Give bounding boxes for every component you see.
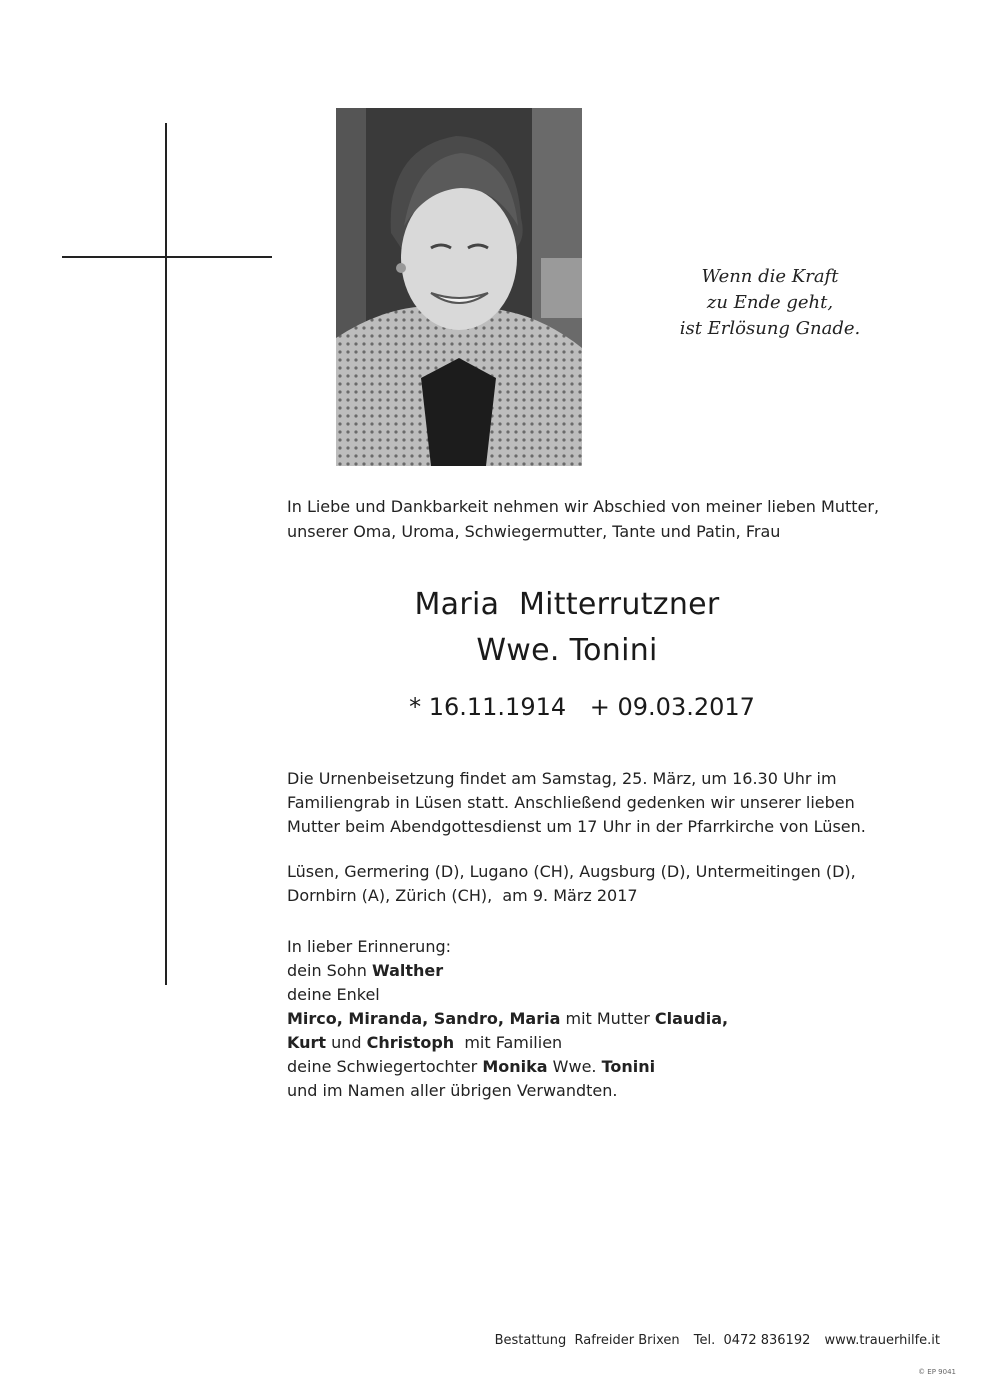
mourners-line <box>287 959 887 983</box>
intro-line: In Liebe und Dankbarkeit nehmen wir Abschied von meiner lieben Mutter, <box>287 497 880 516</box>
mourners-line <box>287 1007 887 1031</box>
places-and-date <box>287 860 947 908</box>
memorial-quote <box>620 264 920 342</box>
undertaker-footer <box>470 1332 940 1350</box>
ceremony-line: Mutter beim Abendgottesdienst um 17 Uhr in der Pfarrkirche von Lüsen. <box>287 817 866 836</box>
relation-text: Wwe. <box>547 1057 602 1076</box>
family-member-name: Walther <box>371 961 444 980</box>
family-member-name: Christoph <box>366 1033 455 1052</box>
relation-text: und <box>326 1033 367 1052</box>
mourners-heading: In lieber Erinnerung: <box>287 937 452 956</box>
undertaker-phone: Tel. 0472 836192 <box>693 1333 811 1348</box>
undertaker-website[interactable]: www.trauerhilfe.it <box>824 1333 940 1348</box>
ceremony-line: Die Urnenbeisetzung findet am Samstag, 25. März, um 16.30 Uhr im <box>287 769 837 788</box>
cross-horizontal-bar <box>62 256 272 258</box>
intro-line: unserer Oma, Uroma, Schwiegermutter, Tante und Patin, Frau <box>287 522 781 541</box>
portrait-illustration <box>336 108 582 466</box>
death-date: + 09.03.2017 <box>589 693 755 721</box>
portrait-photo <box>336 108 582 466</box>
quote-line: ist Erlösung Gnade. <box>679 318 861 339</box>
relation-text: mit Familien <box>454 1033 563 1052</box>
relation-text: deine Schwiegertochter <box>287 1057 483 1076</box>
mourners-line: deine Enkel <box>287 985 380 1004</box>
ceremony-announcement <box>287 767 947 839</box>
mourners-line <box>287 1031 887 1055</box>
mourners-line: und im Namen aller übrigen Verwandten. <box>287 1081 618 1100</box>
places-line: Dornbirn (A), Zürich (CH), am 9. März 2017 <box>287 886 638 905</box>
relation-text: dein Sohn <box>287 961 372 980</box>
mourners-list <box>287 935 887 1103</box>
family-member-name: Kurt <box>287 1033 327 1052</box>
mourners-line <box>287 1055 887 1079</box>
deceased-widow-of: Wwe. Tonini <box>476 633 658 668</box>
family-member-name: Mirco, Miranda, Sandro, Maria <box>287 1009 561 1028</box>
relation-text: mit Mutter <box>560 1009 655 1028</box>
deceased-name: Maria Mitterrutzner <box>414 587 720 622</box>
quote-line: Wenn die Kraft <box>701 266 839 287</box>
family-member-name: Monika <box>482 1057 548 1076</box>
family-member-name: Tonini <box>601 1057 656 1076</box>
family-member-name: Claudia, <box>654 1009 729 1028</box>
undertaker-name: Bestattung Rafreider Brixen <box>494 1333 680 1348</box>
ceremony-line: Familiengrab in Lüsen statt. Anschließend gedenken wir unserer lieben <box>287 793 855 812</box>
cross-vertical-bar <box>165 123 167 985</box>
print-code: © EP 9041 <box>918 1368 956 1376</box>
deceased-name-block <box>287 582 847 674</box>
life-dates <box>287 692 877 722</box>
birth-date: * 16.11.1914 <box>409 693 567 721</box>
farewell-intro <box>287 494 947 544</box>
places-line: Lüsen, Germering (D), Lugano (CH), Augsburg (D), Untermeitingen (D), <box>287 862 856 881</box>
quote-line: zu Ende geht, <box>706 292 834 313</box>
